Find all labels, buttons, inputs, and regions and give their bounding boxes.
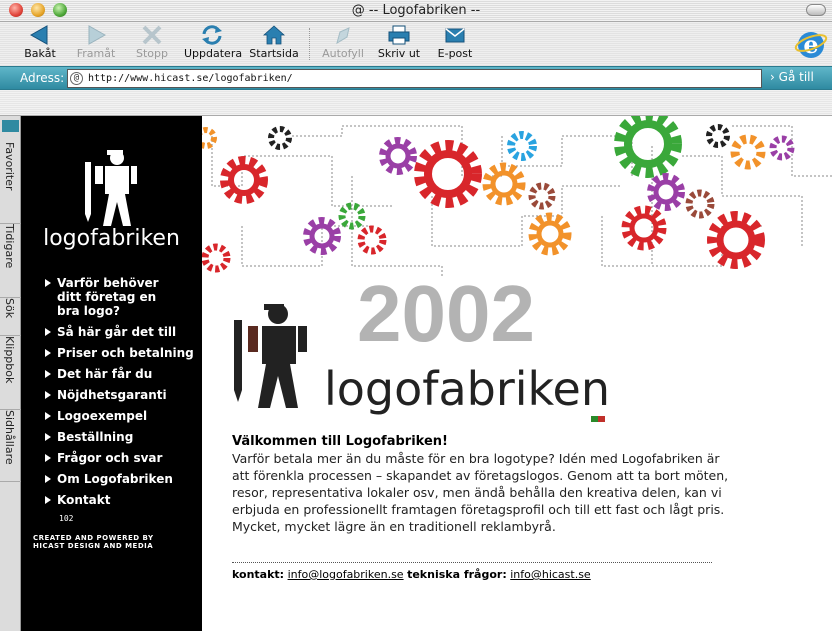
nav-item-kontakt[interactable]: Kontakt — [45, 493, 194, 507]
gear-black-1 — [271, 129, 289, 147]
tab-klippbok-label: Klippbok — [3, 336, 16, 384]
gear-purple-1 — [384, 142, 412, 170]
visitor-counter: 102 — [59, 514, 74, 523]
tab-sok-label: Sök — [3, 298, 16, 319]
refresh-button[interactable] — [184, 24, 243, 64]
tech-label: tekniska frågor: — [407, 568, 507, 581]
gear-purple-3 — [652, 178, 680, 206]
email-label: E-post — [437, 47, 473, 60]
nav-item-sa-har-gar-det-till[interactable]: Så här går det till — [45, 325, 194, 339]
nav-item-fragor-och-svar[interactable]: Frågor och svar — [45, 451, 194, 465]
contact-email-link[interactable]: info@logofabriken.se — [287, 568, 404, 581]
stop-icon — [139, 24, 165, 46]
nav-item-nojdhetsgaranti[interactable]: Nöjdhetsgaranti — [45, 388, 194, 402]
contact-line — [232, 568, 591, 581]
forward-button[interactable] — [68, 24, 124, 64]
tab-sok[interactable] — [0, 298, 21, 336]
year-heading: 2002 — [357, 269, 535, 358]
gear-red-large — [422, 148, 474, 200]
gear-orange-4 — [202, 130, 214, 146]
welcome-section — [232, 434, 732, 535]
tech-email-link[interactable]: info@hicast.se — [510, 568, 591, 581]
printer-icon — [386, 24, 412, 46]
gear-red-mid — [627, 211, 661, 245]
explorer-bar-tabs — [0, 116, 21, 631]
gear-brown-2 — [689, 193, 711, 215]
main-brand: logofabriken — [324, 362, 610, 416]
forward-arrow-icon — [83, 24, 109, 46]
tab-tidigare[interactable] — [0, 224, 21, 298]
toolbar — [0, 22, 832, 66]
toolbar-toggle-button[interactable] — [806, 4, 826, 16]
go-label: Gå till — [778, 70, 814, 84]
address-input[interactable] — [67, 69, 762, 88]
autofill-label: Autofyll — [322, 47, 364, 60]
internet-explorer-logo-icon — [794, 28, 828, 62]
address-bar — [0, 66, 832, 90]
home-icon — [261, 24, 287, 46]
address-url: http://www.hicast.se/logofabriken/ — [88, 73, 293, 84]
gear-red-bottom-left — [205, 247, 227, 269]
nav-item-varfor[interactable]: Varför behöver ditt företag en bra logo? — [45, 276, 175, 318]
nav-menu — [45, 276, 194, 514]
tab-favoriter[interactable] — [0, 142, 21, 224]
gear-purple-4 — [773, 139, 791, 157]
credits — [33, 534, 154, 550]
home-label: Startsida — [249, 47, 299, 60]
gears-banner — [202, 116, 832, 276]
stop-button[interactable] — [124, 24, 180, 64]
gear-red-right — [714, 218, 758, 262]
site-at-icon: @ — [70, 72, 83, 85]
toolbar-separator — [309, 28, 310, 60]
home-button[interactable] — [246, 24, 302, 64]
back-label: Bakåt — [24, 47, 56, 60]
back-arrow-icon — [27, 24, 53, 46]
welcome-text: Varför betala mer än du måste för en bra logotype? Idén med Logofabriken är att förenkla processen – skapandet av företagslogos. Genom att ta bort möten, resor, representativa lokaler osv, men ändå behålla den kreativa delen, kan vi erbjuda en professionellt framtagen företagsprofil och till ett fast och lågt pris. Mycket, mycket lägre än en traditionell reklambyrå. — [232, 451, 729, 534]
gear-brown-1 — [532, 186, 552, 206]
go-arrow-icon: › — [770, 70, 775, 84]
autofill-button[interactable] — [315, 24, 371, 64]
tab-klippbok[interactable] — [0, 336, 21, 410]
forward-label: Framåt — [76, 47, 116, 60]
credits-line-2: HICAST DESIGN AND MEDIA — [33, 542, 154, 550]
tab-tidigare-label: Tidigare — [3, 224, 16, 269]
nav-item-det-har-far-du[interactable]: Det här får du — [45, 367, 194, 381]
content-divider — [232, 562, 712, 563]
mail-icon — [442, 24, 468, 46]
nav-brand: logofabriken — [43, 226, 180, 251]
gear-orange-1 — [488, 168, 520, 200]
gear-black-2 — [709, 127, 727, 145]
site-navigation — [21, 116, 202, 631]
tab-sidhallare[interactable] — [0, 410, 21, 482]
contact-label: kontakt: — [232, 568, 285, 581]
tab-sidhallare-label: Sidhållare — [3, 410, 16, 465]
autofill-icon — [330, 24, 356, 46]
nav-item-priser[interactable]: Priser och betalning — [45, 346, 194, 360]
svg-text:e: e — [803, 30, 819, 59]
gear-orange-3 — [735, 139, 761, 165]
gear-red-small — [361, 229, 383, 251]
gear-red-left — [226, 162, 262, 198]
nav-item-logoexempel[interactable]: Logoexempel — [45, 409, 194, 423]
stop-label: Stopp — [136, 47, 168, 60]
welcome-title: Välkommen till Logofabriken! — [232, 434, 448, 449]
refresh-label: Uppdatera — [184, 47, 243, 60]
print-button[interactable] — [371, 24, 427, 64]
gear-orange-2 — [534, 218, 566, 250]
refresh-icon — [199, 24, 225, 46]
go-button[interactable] — [770, 70, 814, 84]
tab-favoriter-label: Favoriter — [3, 142, 16, 191]
nav-item-bestallning[interactable]: Beställning — [45, 430, 194, 444]
explorer-toggle-icon[interactable] — [2, 120, 19, 132]
credits-line-1: CREATED AND POWERED BY — [33, 534, 154, 542]
logofabriken-main-logo — [230, 302, 312, 412]
gear-blue — [511, 135, 533, 157]
print-label: Skriv ut — [377, 47, 421, 60]
title-bar[interactable] — [0, 0, 832, 22]
language-flag-icon[interactable] — [591, 416, 605, 422]
nav-item-om-logofabriken[interactable]: Om Logofabriken — [45, 472, 194, 486]
back-button[interactable] — [12, 24, 68, 64]
gear-green-top — [622, 118, 674, 170]
main-content — [202, 116, 832, 631]
address-label: Adress: — [20, 71, 65, 85]
email-button[interactable] — [427, 24, 483, 64]
logofabriken-mascot-logo — [81, 140, 141, 240]
favorites-bar — [0, 90, 832, 116]
window-title: @ -- Logofabriken -- — [351, 3, 481, 18]
